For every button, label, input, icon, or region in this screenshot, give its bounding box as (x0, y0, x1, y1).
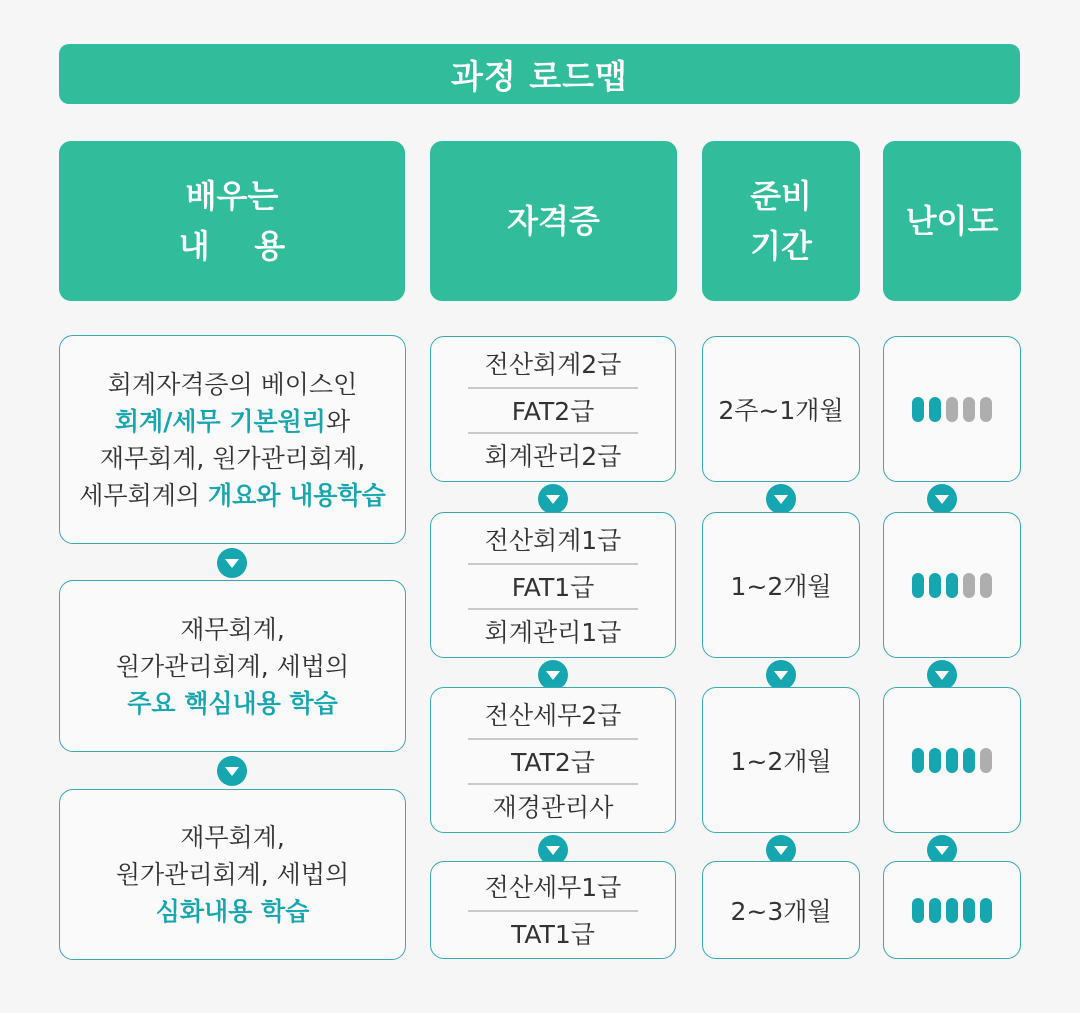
chevron-down-icon (927, 660, 957, 690)
difficulty-pill-filled (929, 748, 941, 773)
body-text: 재무회계, (180, 823, 285, 852)
body-text: 원가관리회계, 세법의 (115, 860, 350, 889)
content-line (156, 893, 310, 930)
period-box (702, 861, 860, 959)
content-box (59, 789, 406, 960)
body-text: 재무회계, (180, 614, 285, 644)
content-line (100, 440, 365, 477)
period-label: 2주~1개월 (718, 396, 844, 425)
difficulty-pill-empty (980, 573, 992, 598)
chevron-down-icon (217, 548, 247, 578)
difficulty-pill-filled (946, 898, 958, 923)
page-title: 과정 로드맵 (59, 44, 1020, 104)
difficulty-pill-empty (980, 397, 992, 422)
body-text: 회계자격증의 베이스인 (107, 369, 358, 399)
body-text: 세무회계의 (79, 480, 208, 510)
difficulty-pill-empty (963, 573, 975, 598)
difficulty-pill-filled (980, 898, 992, 923)
difficulty-meter (883, 687, 1021, 833)
content-line (180, 611, 285, 648)
header-cert-label: 자격증 (507, 202, 600, 240)
content-line (127, 685, 338, 722)
certificate-box (430, 687, 676, 833)
content-line (108, 366, 357, 403)
certificate-item: 전산회계1급 (484, 525, 622, 555)
certificate-box (430, 861, 676, 959)
difficulty-pill-filled (912, 397, 924, 422)
period-box (702, 687, 860, 833)
content-box (59, 335, 406, 544)
difficulty-pill-empty (946, 397, 958, 422)
certificate-box (430, 336, 676, 482)
difficulty-pill-filled (963, 748, 975, 773)
certificate-item: 전산회계2급 (484, 349, 622, 379)
certificate-item: 전산세무1급 (484, 873, 622, 902)
header-content-line-2: 내 용 (178, 227, 286, 265)
difficulty-pill-empty (980, 748, 992, 773)
period-label: 2~3개월 (730, 897, 832, 926)
highlight-text: 심화내용 학습 (155, 897, 310, 926)
certificate-item: 재경관리사 (468, 783, 638, 828)
chevron-down-icon (766, 660, 796, 690)
highlight-text: 개요와 내용학습 (207, 480, 386, 510)
difficulty-pill-filled (912, 573, 924, 598)
content-line (79, 477, 385, 514)
header-difficulty-label: 난이도 (905, 202, 999, 240)
highlight-text: 주요 핵심내용 학습 (127, 688, 338, 718)
difficulty-pill-filled (912, 748, 924, 773)
certificate-item: TAT2급 (468, 738, 638, 783)
body-text: 와 (325, 406, 351, 436)
content-box (59, 580, 406, 752)
difficulty-meter (883, 861, 1021, 959)
difficulty-pill-filled (946, 748, 958, 773)
certificate-item: FAT2급 (468, 387, 638, 432)
header-content (59, 141, 405, 301)
difficulty-pill-filled (929, 898, 941, 923)
period-box (702, 512, 860, 658)
difficulty-meter (883, 512, 1021, 658)
certificate-item: 전산세무2급 (484, 700, 622, 730)
difficulty-pill-filled (929, 397, 941, 422)
chevron-down-icon (927, 484, 957, 514)
content-line (116, 648, 349, 685)
difficulty-pill-filled (963, 898, 975, 923)
certificate-item: TAT1급 (468, 910, 638, 955)
body-text: 재무회계, 원가관리회계, (99, 443, 366, 473)
header-period (702, 141, 860, 301)
period-label: 1~2개월 (730, 572, 832, 601)
certificate-box (430, 512, 676, 658)
header-difficulty (883, 141, 1021, 301)
certificate-item: FAT1급 (468, 563, 638, 608)
body-text: 원가관리회계, 세법의 (115, 651, 350, 681)
header-content-line-1: 배우는 (185, 177, 279, 215)
header-period-line-2: 기간 (750, 227, 812, 265)
certificate-item: 회계관리1급 (468, 608, 638, 653)
chevron-down-icon (766, 484, 796, 514)
difficulty-meter (883, 336, 1021, 482)
chevron-down-icon (217, 756, 247, 786)
content-line (116, 856, 349, 893)
period-label: 1~2개월 (730, 747, 832, 776)
header-period-line-1: 준비 (750, 177, 812, 215)
period-box (702, 336, 860, 482)
difficulty-pill-filled (946, 573, 958, 598)
difficulty-pill-filled (929, 573, 941, 598)
chevron-down-icon (538, 660, 568, 690)
content-line (115, 403, 350, 440)
chevron-down-icon (538, 484, 568, 514)
content-line (180, 819, 285, 856)
header-cert (430, 141, 677, 301)
highlight-text: 회계/세무 기본원리 (114, 406, 326, 436)
difficulty-pill-empty (963, 397, 975, 422)
difficulty-pill-filled (912, 898, 924, 923)
certificate-item: 회계관리2급 (468, 432, 638, 477)
